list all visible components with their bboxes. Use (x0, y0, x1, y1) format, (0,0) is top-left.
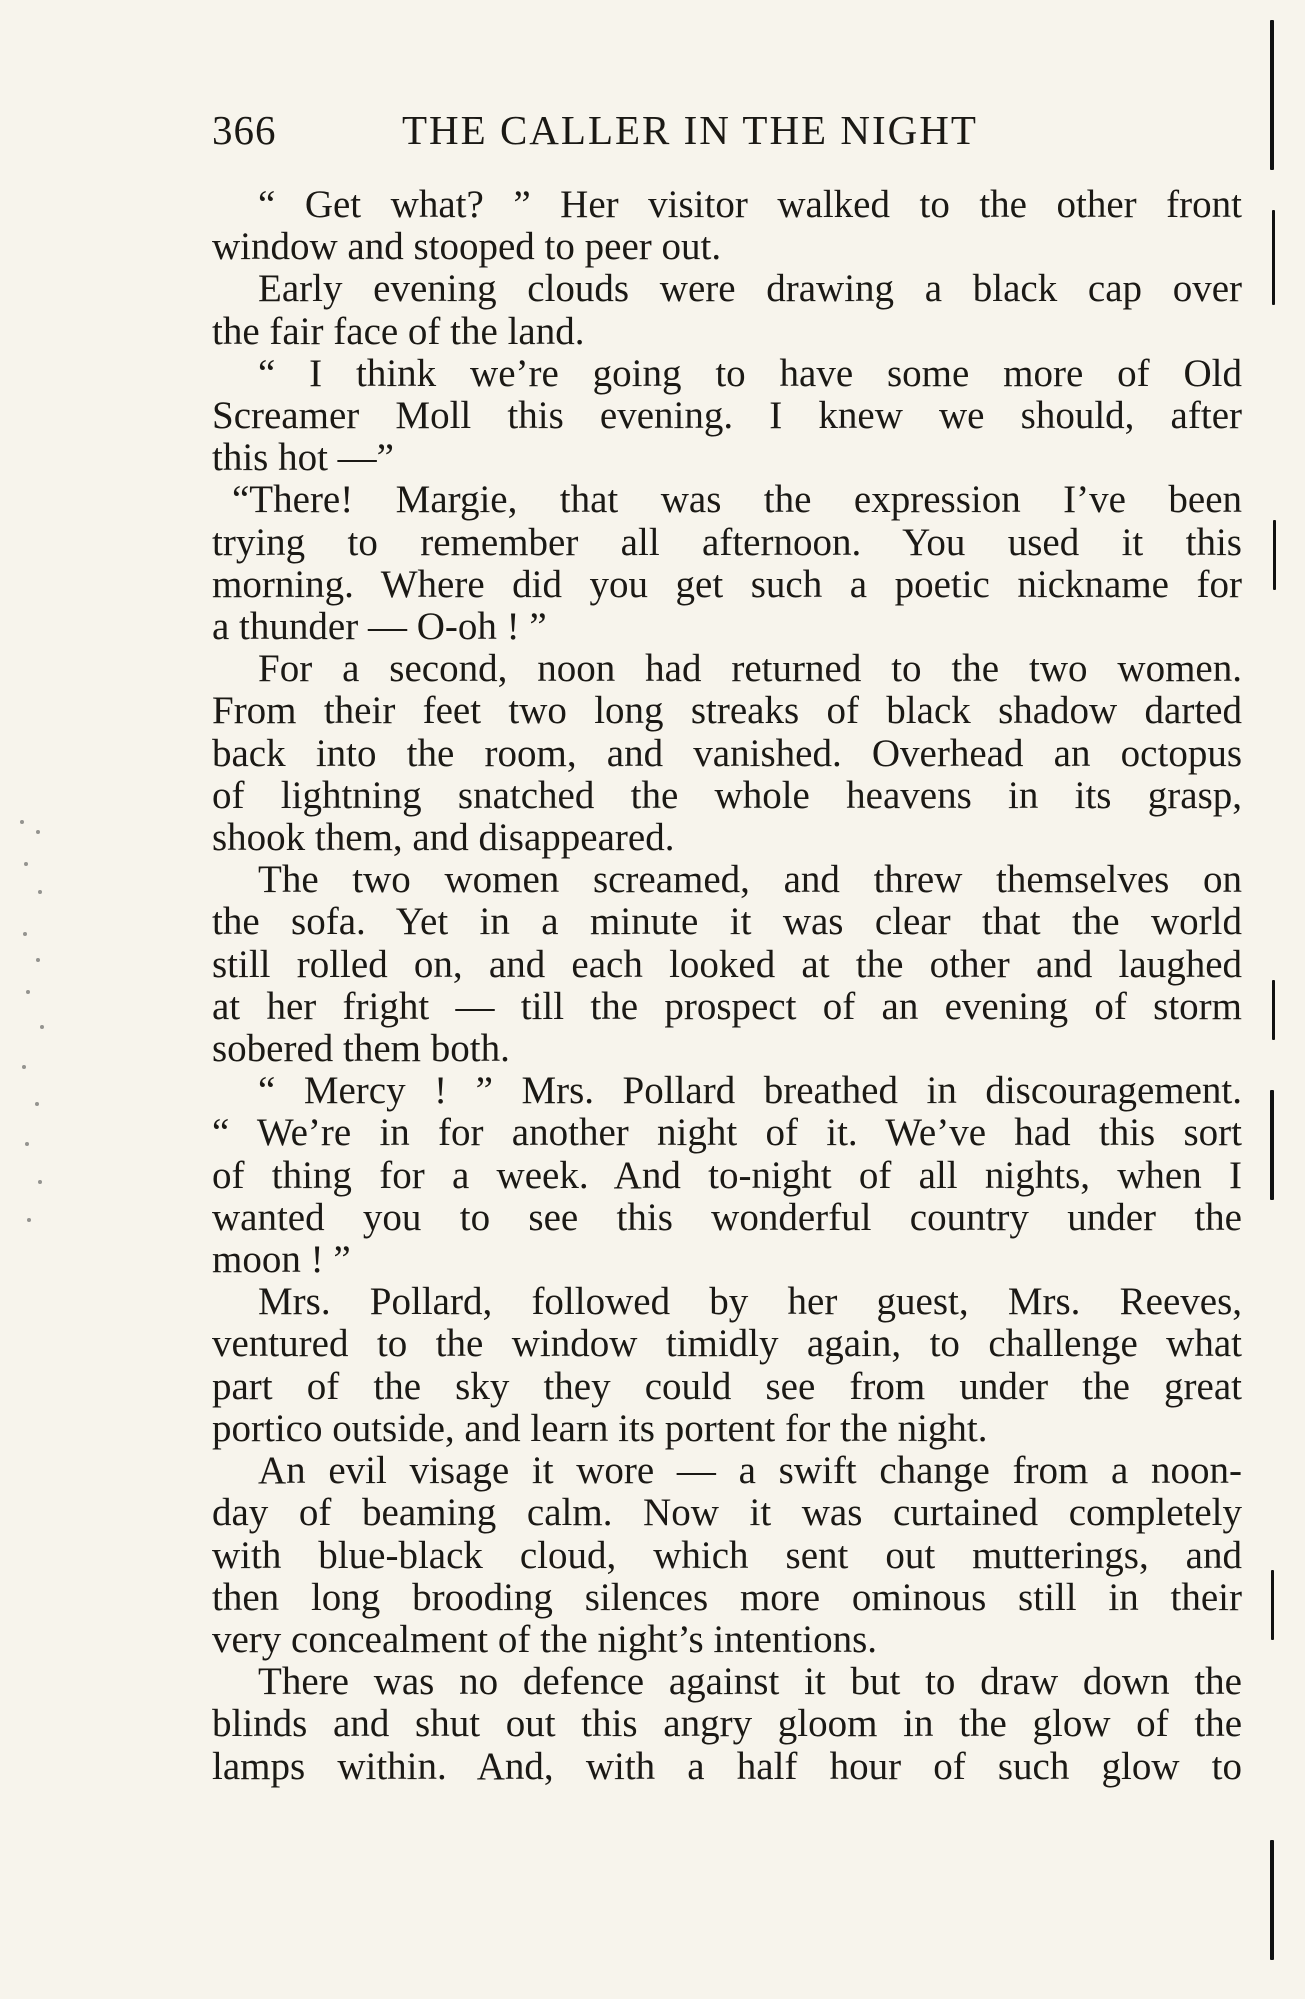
right-margin-rule (1272, 980, 1275, 1040)
speckle-dot (36, 958, 40, 962)
speckle-dot (22, 1065, 26, 1069)
speckle-dot (36, 830, 40, 834)
speckle-dot (35, 1102, 39, 1106)
text-line: at her fright — till the prospect of an evening of storm (212, 984, 1242, 1028)
text-line: Mrs. Pollard, followed by her guest, Mrs. Reeves, (258, 1280, 1242, 1324)
right-margin-rule (1272, 210, 1275, 305)
speckle-dot (23, 932, 27, 936)
left-margin-speckles (18, 820, 52, 1240)
page-number: 366 (212, 107, 277, 153)
text-line: of thing for a week. And to-night of all nights, when I (212, 1153, 1242, 1197)
right-margin-rule (1273, 520, 1276, 590)
text-line: sobered them both. (212, 1027, 510, 1071)
text-line: a thunder — O-oh ! ” (212, 605, 547, 649)
text-line: An evil visage it wore — a swift change from a noon- (258, 1449, 1242, 1493)
text-line: then long brooding silences more ominous still in their (212, 1575, 1242, 1619)
text-line: wanted you to see this wonderful country under the (212, 1195, 1242, 1239)
text-line: window and stooped to peer out. (212, 225, 722, 269)
right-margin-rule (1270, 1840, 1274, 1960)
text-line: back into the room, and vanished. Overhead an octopus (212, 731, 1242, 775)
text-line: Early evening clouds were drawing a black cap over (258, 267, 1242, 311)
speckle-dot (40, 1025, 44, 1029)
text-line: “There! Margie, that was the expression I’ve been (232, 478, 1242, 522)
right-margin-rule (1271, 1570, 1274, 1640)
speckle-dot (20, 820, 24, 824)
right-margin-rule (1270, 1090, 1274, 1200)
speckle-dot (25, 1142, 29, 1146)
text-line: There was no defence against it but to draw down the (258, 1660, 1242, 1704)
page-header (212, 106, 1072, 162)
text-line: trying to remember all afternoon. You used it this (212, 520, 1242, 564)
speckle-dot (27, 1218, 31, 1222)
speckle-dot (26, 990, 30, 994)
text-line: moon ! ” (212, 1238, 351, 1282)
text-line: “ Mercy ! ” Mrs. Pollard breathed in discouragement. (258, 1069, 1242, 1113)
right-margin-rule (1270, 20, 1274, 170)
speckle-dot (38, 1180, 42, 1184)
text-line: lamps within. And, with a half hour of such glow to (212, 1744, 1242, 1788)
text-line: portico outside, and learn its portent for the night. (212, 1406, 988, 1450)
speckle-dot (24, 862, 28, 866)
text-line: For a second, noon had returned to the two women. (258, 647, 1242, 691)
text-line: shook them, and disappeared. (212, 816, 675, 860)
text-line: blinds and shut out this angry gloom in the glow of the (212, 1702, 1242, 1746)
text-line: Screamer Moll this evening. I knew we should, after (212, 394, 1242, 438)
text-line: of lightning snatched the whole heavens in its grasp, (212, 773, 1242, 817)
text-line: the fair face of the land. (212, 309, 585, 353)
text-line: From their feet two long streaks of black shadow darted (212, 689, 1242, 733)
text-line: ventured to the window timidly again, to challenge what (212, 1322, 1242, 1366)
text-line: “ We’re in for another night of it. We’ve had this sort (212, 1111, 1242, 1155)
text-line: “ I think we’re going to have some more of Old (258, 351, 1242, 395)
running-head: THE CALLER IN THE NIGHT (402, 107, 978, 153)
text-line: “ Get what? ” Her visitor walked to the other front (258, 183, 1242, 226)
text-line: this hot —” (212, 436, 394, 480)
text-line: still rolled on, and each looked at the other and laughed (212, 942, 1242, 986)
text-line: very concealment of the night’s intentions. (212, 1617, 877, 1661)
text-line: The two women screamed, and threw themselves on (258, 858, 1242, 902)
text-line: part of the sky they could see from under the great (212, 1364, 1242, 1408)
body-text (212, 184, 1242, 1788)
speckle-dot (38, 890, 42, 894)
text-line: the sofa. Yet in a minute it was clear that the world (212, 900, 1242, 944)
text-line: morning. Where did you get such a poetic nickname for (212, 562, 1242, 606)
text-line: day of beaming calm. Now it was curtained completely (212, 1491, 1242, 1535)
text-line: with blue-black cloud, which sent out mutterings, and (212, 1533, 1242, 1577)
